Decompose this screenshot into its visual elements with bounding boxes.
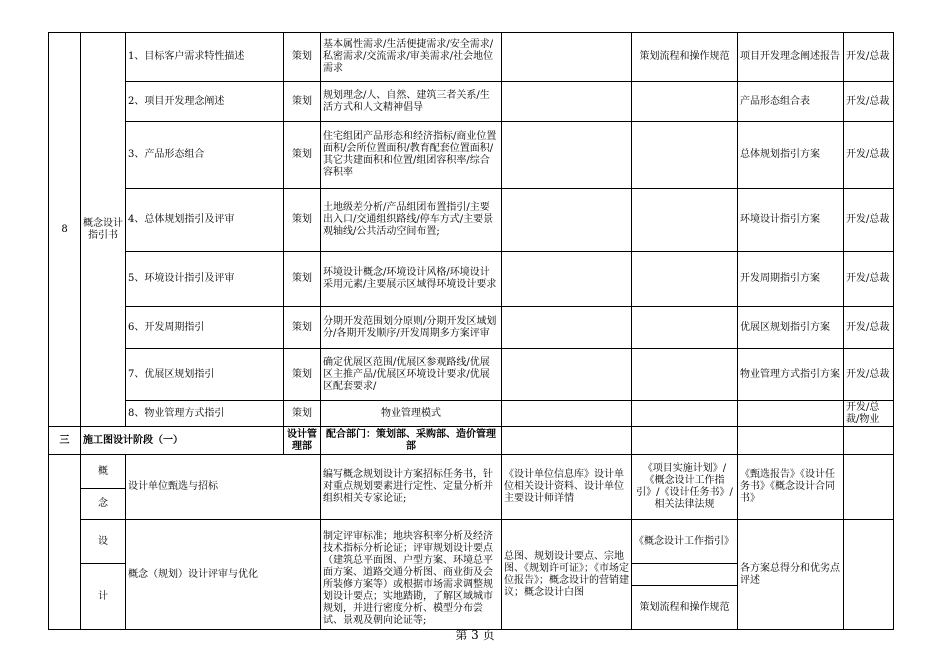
ref-cell: [632, 189, 738, 252]
output-cell: 《甄选报告》《设计任务书》《概念设计合同书》: [738, 455, 844, 520]
empty-cell: [632, 564, 738, 586]
section-number: 8: [49, 33, 81, 427]
input-cell: [502, 33, 632, 82]
approve-cell: 开发/总裁: [844, 252, 894, 307]
input-cell: [502, 189, 632, 252]
table-row: [49, 122, 894, 189]
table-row: [49, 189, 894, 252]
item-cell: 概念（规划）设计评审与优化: [126, 520, 321, 630]
item-cell: 7、优展区规划指引: [126, 349, 284, 401]
content-cell: 住宅组团产品形态和经济指标/商业位置面积/会所位置面积/教育配套位置面积/其它共建面积和位置/组团容积率/综合容积率: [321, 122, 502, 189]
output-cell: 总体规划指引方案: [738, 122, 844, 189]
owner-cell: 策划: [284, 122, 321, 189]
approve-cell: 开发/总裁/物业: [844, 401, 894, 427]
owner-cell: 策划: [284, 33, 321, 82]
input-cell: 总图、规划设计要点、宗地图、《规划许可证》；《市场定位报告》；概念设计的营销建议；概念设计白图: [502, 520, 632, 630]
ref-cell: 策划流程和操作规范: [632, 586, 738, 630]
table-row: [49, 82, 894, 122]
empty-cell: [502, 427, 632, 455]
input-cell: [502, 82, 632, 122]
phase-char: 概: [81, 455, 126, 489]
content-cell: 物业管理模式: [321, 401, 502, 427]
content-cell: 基本属性需求/生活便捷需求/安全需求/私密需求/交流需求/审美需求/社会地位需求: [321, 33, 502, 82]
owner-cell: 策划: [284, 349, 321, 401]
ref-cell: [632, 122, 738, 189]
section-number: 三: [49, 427, 81, 455]
output-cell: 优展区规划指引方案: [738, 307, 844, 349]
ref-cell: [632, 401, 738, 427]
approve-cell: 开发/总裁: [844, 349, 894, 401]
item-cell: 6、开发周期指引: [126, 307, 284, 349]
table-row: [49, 307, 894, 349]
item-cell: 2、项目开发理念阐述: [126, 82, 284, 122]
empty-cell: [49, 455, 81, 630]
approve-cell: 开发/总裁: [844, 82, 894, 122]
section-title: 施工图设计阶段（一）: [81, 427, 284, 455]
table-row: [49, 33, 894, 82]
content-cell: 土地级差分析/产品组团布置指引/主要出入口/交通组织路线/停车方式/主要景观轴线/公共活动空间布置;: [321, 189, 502, 252]
content-cell: 规划理念/人、自然、建筑三者关系/生活方式和人文精神倡导: [321, 82, 502, 122]
cooperating-departments: 配合部门：策划部、采购部、造价管理部: [321, 427, 502, 455]
table-row: [49, 349, 894, 401]
ref-cell: [632, 252, 738, 307]
page-number: 第 3 页: [455, 628, 495, 642]
table-row: [49, 252, 894, 307]
output-cell: 产品形态组合表: [738, 82, 844, 122]
approve-cell: 开发/总裁: [844, 189, 894, 252]
table-row: [49, 455, 894, 489]
content-text: 制定评审标准；地块容积率分析及经济技术指标分析论证；评审规划设计要点（建筑总平面图、户型方案、环境总平面方案、道路交通分析图、商业街及会所装修方案等）或根据市场需求调整规划设计要点；实地踏勘，了解区域城市规划，并进行密度分析、模型分布尝试、景观及朝向论证等;: [323, 530, 493, 626]
section-name: 概念设计指引书: [81, 33, 126, 427]
item-cell: 5、环境设计指引及评审: [126, 252, 284, 307]
phase-char: 念: [81, 489, 126, 520]
empty-cell: [632, 427, 738, 455]
content-cell: 确定优展区范围/优展区参观路线/优展区主推产品/优展区环境设计要求/优展区配套要求/: [321, 349, 502, 401]
item-cell: 4、总体规划指引及评审: [126, 189, 284, 252]
input-cell: [502, 122, 632, 189]
input-cell: [502, 307, 632, 349]
approve-cell: 开发/总裁: [844, 122, 894, 189]
output-cell: [738, 401, 844, 427]
content-cell: 编写概念规划设计方案招标任务书，针对重点规划要素进行定性、定量分析并组织相关专家论证;: [321, 455, 502, 520]
approve-cell: [844, 520, 894, 630]
empty-cell: [738, 427, 844, 455]
output-cell: 项目开发理念阐述报告: [738, 33, 844, 82]
content-cell: 环境设计概念/环境设计风格/环境设计采用元素/主要展示区域得环境设计要求: [321, 252, 502, 307]
owner-cell: 策划: [284, 307, 321, 349]
output-cell: 物业管理方式指引方案: [738, 349, 844, 401]
owner-cell: 策划: [284, 401, 321, 427]
owner-cell: 策划: [284, 252, 321, 307]
item-cell: 8、物业管理方式指引: [126, 401, 284, 427]
ref-cell: 《项目实施计划》/《概念设计工作指引》/《设计任务书》/相关法律法规: [632, 455, 738, 520]
content-cell: 分期开发范围划分原则/分期开发区域划分/各期开发顺序/开发周期多方案评审: [321, 307, 502, 349]
output-cell: 开发周期指引方案: [738, 252, 844, 307]
empty-cell: [844, 427, 894, 455]
output-cell: 环境设计指引方案: [738, 189, 844, 252]
content-cell: [321, 520, 502, 630]
approve-cell: [844, 455, 894, 520]
table-row: [49, 520, 894, 564]
item-cell: 1、目标客户需求特性描述: [126, 33, 284, 82]
output-cell: 各方案总得分和优劣点评述: [738, 520, 844, 630]
process-table: [48, 32, 894, 630]
item-cell: 设计单位甄选与招标: [126, 455, 321, 520]
table-row: [49, 401, 894, 427]
lead-department: 设计管理部: [284, 427, 321, 455]
phase-char: 设: [81, 520, 126, 564]
input-cell: [502, 401, 632, 427]
phase-char: 计: [81, 564, 126, 630]
input-cell: 《设计单位信息库》设计单位相关设计资料、设计单位主要设计师详情: [502, 455, 632, 520]
owner-cell: 策划: [284, 189, 321, 252]
ref-cell: [632, 307, 738, 349]
owner-cell: 策划: [284, 82, 321, 122]
item-cell: 3、产品形态组合: [126, 122, 284, 189]
ref-cell: [632, 82, 738, 122]
section-header-row: [49, 427, 894, 455]
ref-cell: 策划流程和操作规范: [632, 33, 738, 82]
approve-cell: 开发/总裁: [844, 307, 894, 349]
approve-cell: 开发/总裁: [844, 33, 894, 82]
input-cell: [502, 252, 632, 307]
ref-cell: 《概念设计工作指引》: [632, 520, 738, 564]
input-cell: [502, 349, 632, 401]
ref-cell: [632, 349, 738, 401]
